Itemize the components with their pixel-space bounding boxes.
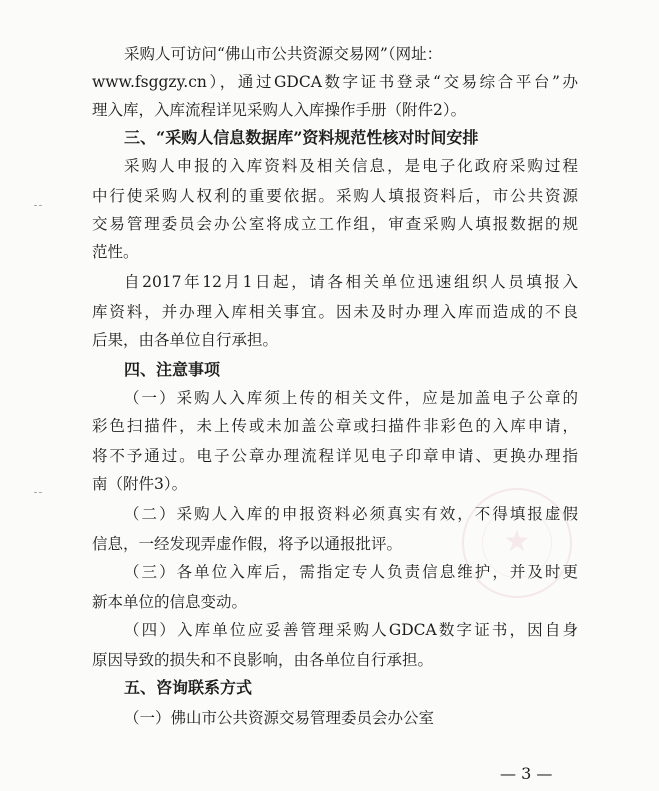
margin-mark — [34, 205, 42, 208]
star-icon: ★ — [503, 524, 531, 559]
text-line: 采购人可访问“佛山市公共资源交易网”（网址： — [124, 45, 443, 63]
section-heading: 四、注意事项 — [124, 360, 221, 379]
text-line: 理入库，入库流程详见采购人入库操作手册（附件2）。 — [92, 101, 467, 119]
text-line: （三）各单位入库后，需指定专人负责信息维护，并及时更 — [124, 563, 578, 581]
section-heading: 五、咨询联系方式 — [124, 678, 253, 697]
text-line: 库资料，并办理入库相关事宜。因未及时办理入库而造成的不良 — [92, 303, 578, 321]
text-line: 采购人申报的入库资料及相关信息，是电子化政府采购过程 — [124, 157, 578, 175]
text-line: 交易管理委员会办公室将成立工作组，审查采购人填报数据的规 — [92, 215, 578, 233]
text-line: （一）采购人入库须上传的相关文件，应是加盖电子公章的 — [124, 389, 578, 407]
text-line: www.fsggzy.cn），通过GDCA数字证书登录“交易综合平台”办 — [92, 73, 578, 91]
text-line: 范性。 — [92, 243, 139, 261]
text-line: 新本单位的信息变动。 — [92, 593, 248, 611]
text-line: 信息，一经发现弄虚作假，将予以通报批评。 — [92, 535, 403, 553]
text-line: （一）佛山市公共资源交易管理委员会办公室 — [124, 709, 435, 727]
text-line: 原因导致的损失和不良影响，由各单位自行承担。 — [92, 651, 434, 669]
section-heading: 三、“采购人信息数据库”资料规范性核对时间安排 — [124, 128, 479, 147]
text-line: （四）入库单位应妥善管理采购人GDCA数字证书，因自身 — [124, 621, 578, 639]
text-line: 将不予通过。电子公章办理流程详见电子印章申请、更换办理指 — [92, 447, 578, 465]
margin-mark — [34, 492, 42, 495]
page-number: — 3 — — [500, 764, 553, 783]
text-line: 南（附件3）。 — [92, 475, 188, 493]
text-line: 中行使采购人权利的重要依据。采购人填报资料后，市公共资源 — [92, 187, 578, 205]
text-line: （二）采购人入库的申报资料必须真实有效，不得填报虚假 — [124, 505, 578, 523]
text-line: 后果，由各单位自行承担。 — [92, 331, 279, 349]
text-line: 自2017年12月1日起，请各相关单位迅速组织人员填报入 — [124, 273, 578, 291]
text-line: 彩色扫描件，未上传或未加盖公章或扫描件非彩色的入库申请， — [92, 417, 578, 435]
